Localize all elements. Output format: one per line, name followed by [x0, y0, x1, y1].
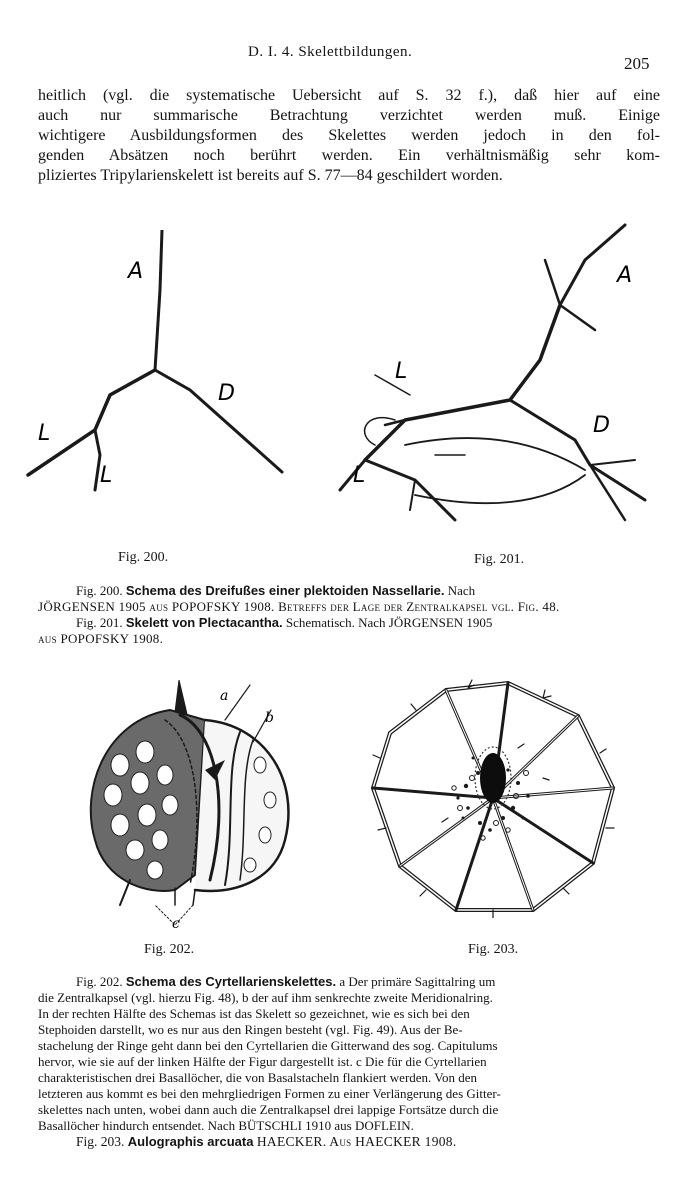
caption-fig202-title: Schema des Cyrtellarienskelettes. — [125, 974, 337, 989]
caption-fig200-title: Schema des Dreifußes einer plektoiden Nassellarie. — [125, 583, 445, 598]
fig202-letter-a: a — [220, 688, 229, 704]
caption-fig202-line: die Zentralkapsel (vgl. hierzu Fig. 48), b der auf ihm senkrechte zweite Meridionalring. — [38, 990, 493, 1005]
caption-fig200-number: Fig. 200. — [76, 583, 123, 598]
caption-fig201-text-b: aus POPOFSKY 1908. — [38, 631, 164, 646]
caption-fig203-text: HAECKER. Aus HAECKER 1908. — [256, 1134, 457, 1149]
caption-fig201-text-a: Schematisch. Nach JÖRGENSEN 1905 — [285, 615, 493, 630]
fig200-label: Fig. 200. — [118, 550, 169, 565]
fig201-label: Fig. 201. — [474, 552, 525, 567]
fig202-letter-c: c — [172, 916, 180, 930]
caption-fig202-line: In der rechten Hälfte des Schemas ist das Skelett so gezeichnet, wie es sich bei den — [38, 1006, 470, 1021]
fig203-label: Fig. 203. — [468, 942, 519, 957]
fig200-letter-l1: L — [38, 421, 51, 446]
caption-fig201-number: Fig. 201. — [76, 615, 123, 630]
fig200-letter-d: D — [218, 381, 235, 406]
caption-fig201-title: Skelett von Plectacantha. — [125, 615, 283, 630]
caption-fig200-text-b: JÖRGENSEN 1905 aus POPOFSKY 1908. Betreffs der Lage der Zentralkapsel vgl. Fig. 48. — [38, 599, 560, 614]
fig201-letter-a: A — [617, 263, 633, 288]
fig200-illustration — [20, 230, 300, 510]
fig202-label: Fig. 202. — [144, 942, 195, 957]
intro-line: pliziertes Tripylarienskelett ist bereits auf S. 77—84 geschildert worden. — [38, 167, 503, 184]
caption-fig202-line: a Der primäre Sagittalring um — [339, 974, 496, 989]
intro-line: genden Absätzen noch berührt werden. Ein verhältnismäßig sehr kom- — [38, 147, 660, 164]
caption-200-201 — [38, 583, 658, 647]
page-number: 205 — [624, 54, 650, 73]
fig202-letter-b: b — [265, 710, 274, 726]
caption-fig202-line: charakteristischen drei Basallöcher, die von Basalstacheln flankiert werden. Von den — [38, 1070, 478, 1085]
caption-fig200-text-a: Nach — [447, 583, 476, 598]
caption-fig202-line: hervor, wie sie auf der linken Hälfte der Figur dargestellt ist. c Die für die Cyrtellarien — [38, 1054, 487, 1069]
intro-line: auch nur summarische Betrachtung verzichtet werden muß. Einige — [38, 107, 660, 124]
caption-fig202-line: stachelung der Ringe geht dann bei den Cyrtellarien die Gitterwand des sog. Capitulums — [38, 1038, 498, 1053]
fig200-letter-l2: L — [100, 463, 113, 488]
caption-fig202-number: Fig. 202. — [76, 974, 123, 989]
caption-fig202-line: skelettes nach unten, wobei dann auch die Zentralkapsel drei lappige Fortsätze durch die — [38, 1102, 499, 1117]
caption-fig202-line: letzteren aus kommt es bei den mehrgliedrigen Formen zu einer Verlängerung des Gitter- — [38, 1086, 501, 1101]
fig201-letter-d: D — [593, 413, 610, 438]
intro-line: heitlich (vgl. die systematische Uebersicht auf S. 32 f.), daß hier auf eine — [38, 87, 660, 104]
fig201-letter-l1: L — [395, 359, 408, 384]
caption-fig202-line: Stephoiden darstellt, wo es nur aus den Ringen besteht (vgl. Fig. 49). Aus der Be- — [38, 1022, 463, 1037]
fig200-letter-a: A — [128, 259, 144, 284]
fig202-illustration — [75, 680, 315, 930]
caption-fig203-title: Aulographis arcuata — [127, 1134, 254, 1149]
caption-fig202-line: Basallöcher hindurch entsendet. Nach BÜTSCHLI 1910 aus DOFLEIN. — [38, 1118, 414, 1133]
caption-202-203 — [38, 974, 658, 1150]
fig201-letter-l2: L — [353, 463, 366, 488]
running-title: D. I. 4. Skelettbildungen. — [248, 44, 413, 60]
caption-fig203-number: Fig. 203. — [76, 1134, 125, 1149]
intro-paragraph — [38, 86, 660, 186]
fig201-illustration — [335, 220, 665, 540]
fig203-illustration — [368, 678, 623, 918]
intro-line: wichtigere Ausbildungsformen des Skelettes werden jedoch in den fol- — [38, 127, 660, 144]
